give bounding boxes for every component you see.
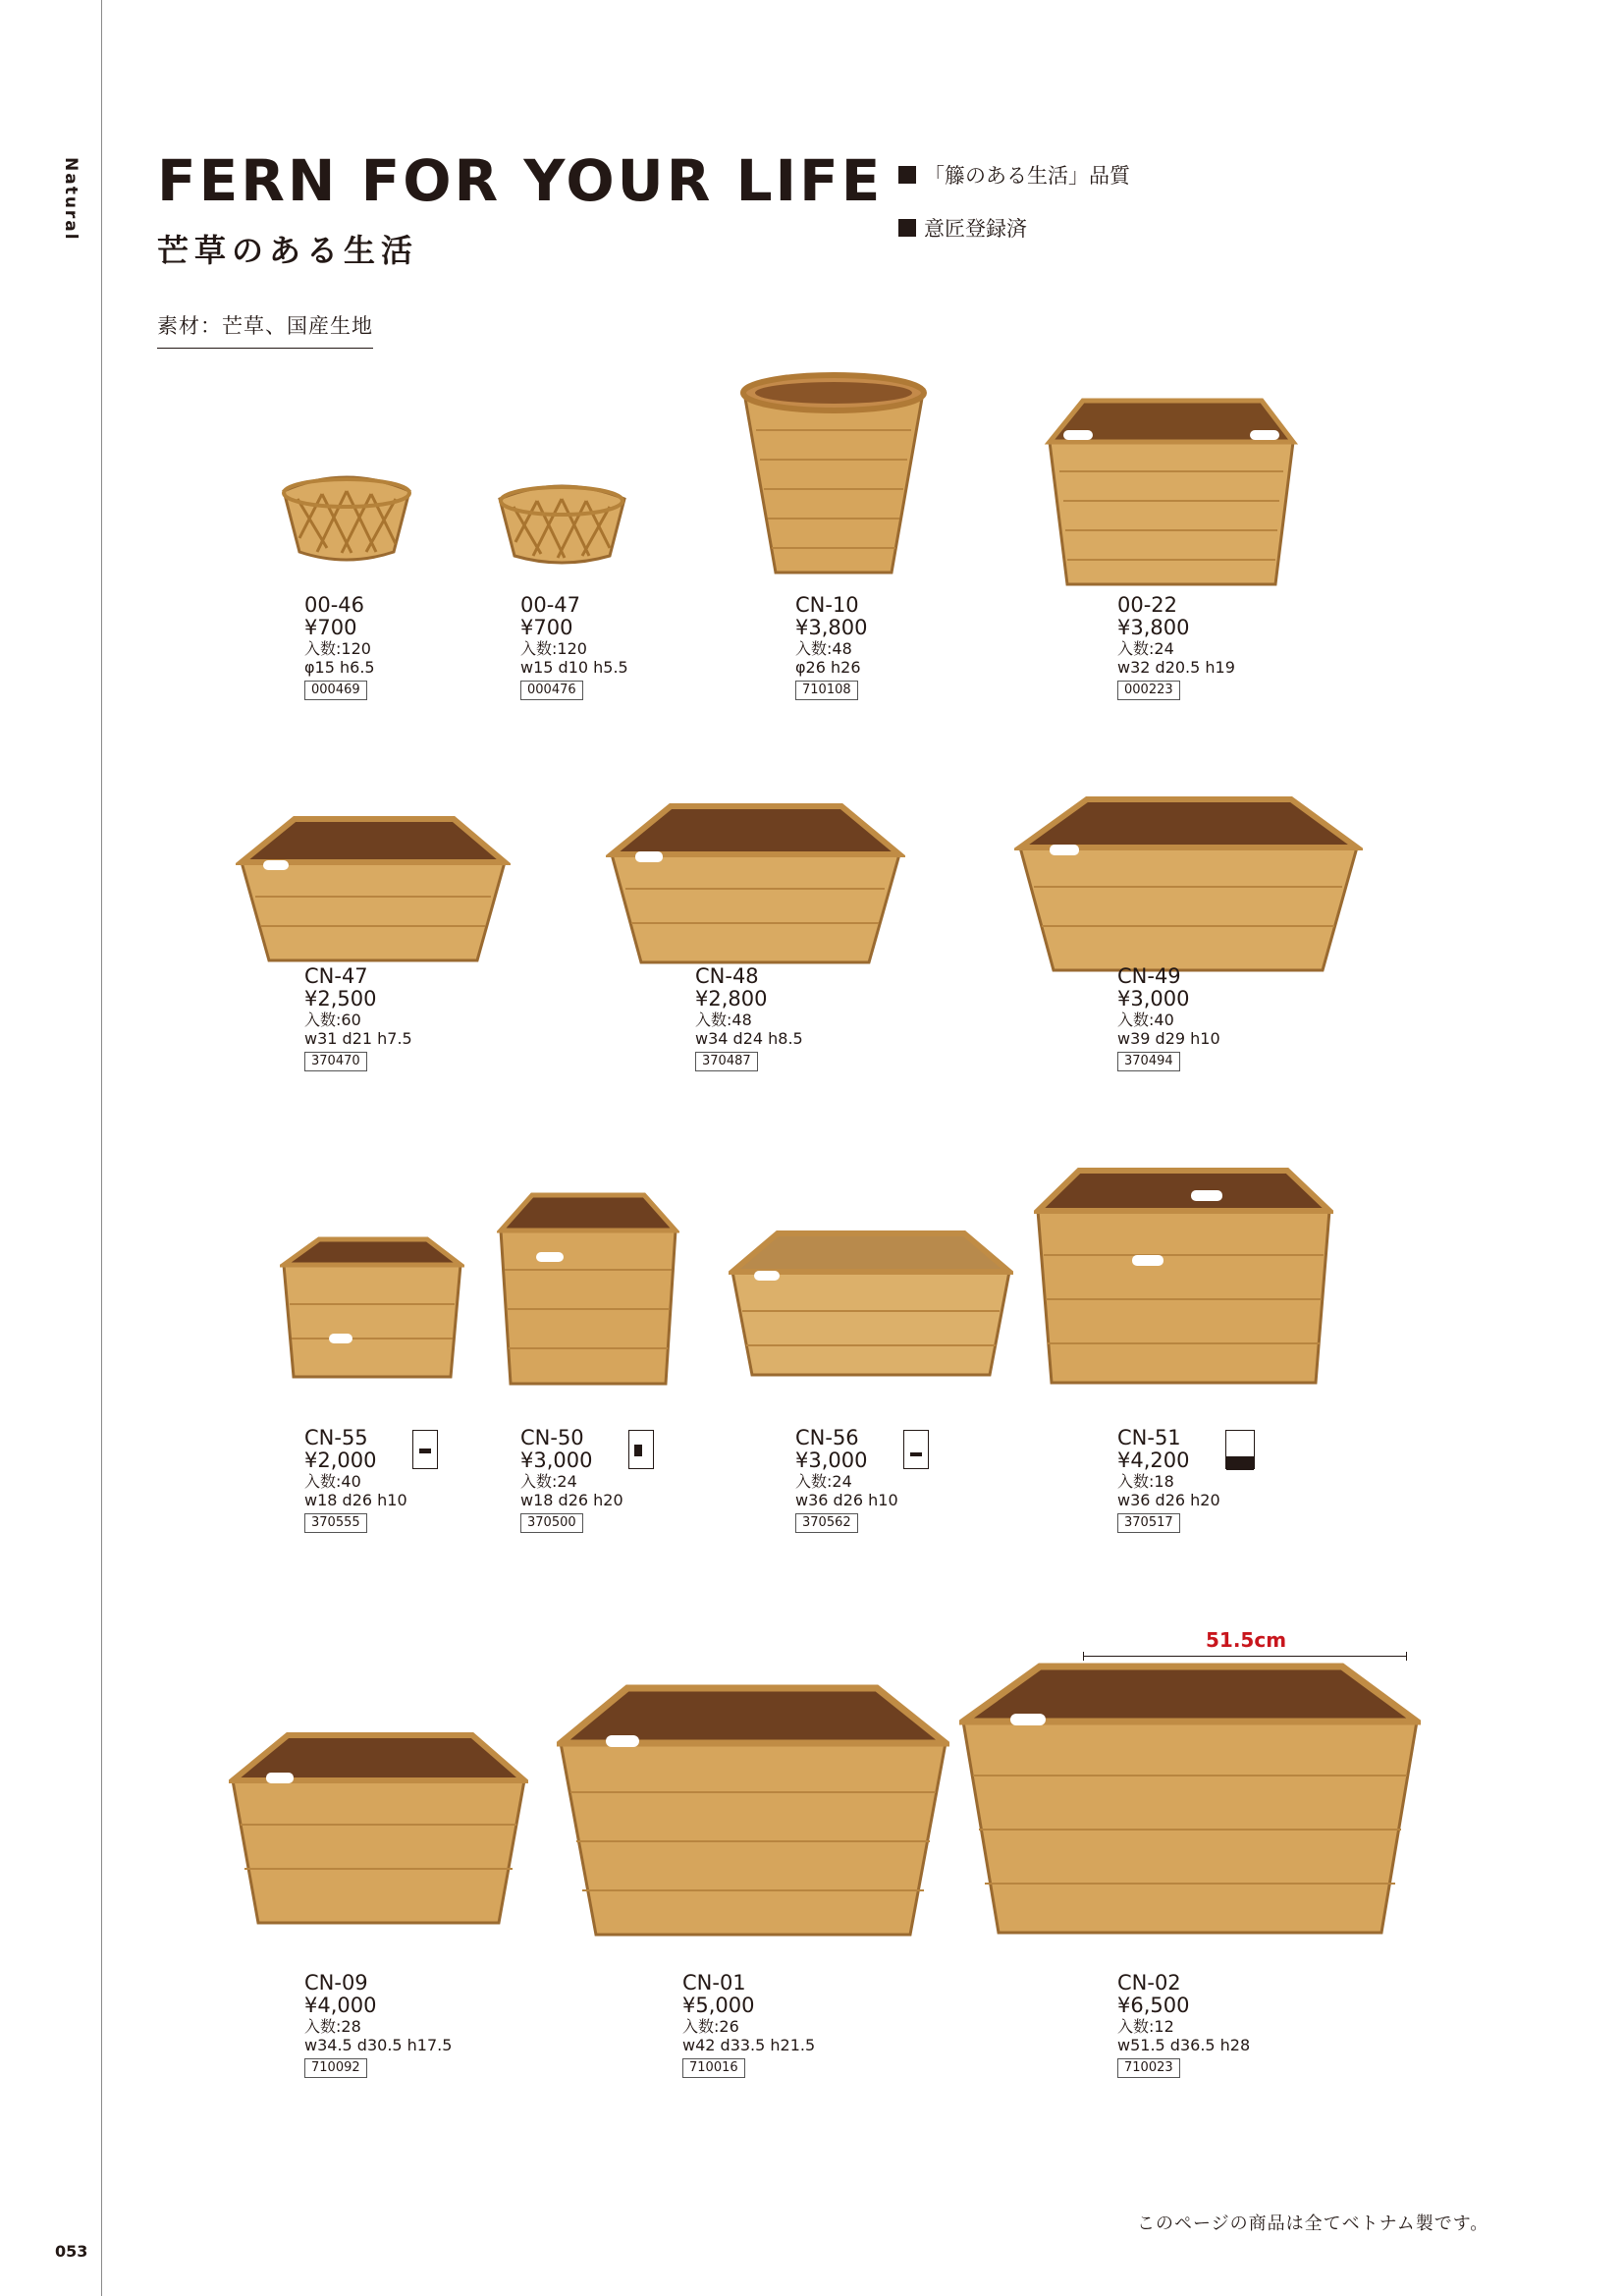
product-jan: 000469 — [304, 681, 367, 700]
basket-image-CN-55 — [280, 1235, 464, 1381]
product-code: CN-48 — [695, 964, 759, 988]
product-size: w39 d29 h10 — [1117, 1029, 1220, 1048]
product-jan: 370487 — [695, 1052, 758, 1071]
product-qty: 入数:24 — [795, 1472, 852, 1491]
product-jan: 370500 — [520, 1513, 583, 1533]
product-jan: 370470 — [304, 1052, 367, 1071]
basket-image-CN-02 — [959, 1663, 1421, 1938]
product-size: w34.5 d30.5 h17.5 — [304, 2036, 453, 2054]
stacking-icon — [903, 1430, 929, 1469]
product-jan: 370494 — [1117, 1052, 1180, 1071]
product-jan: 710108 — [795, 681, 858, 700]
basket-image-00-22 — [1044, 393, 1299, 589]
product-size: w15 d10 h5.5 — [520, 658, 628, 677]
product-code: CN-51 — [1117, 1426, 1181, 1449]
product-price: ¥6,500 — [1117, 1994, 1190, 2017]
material-label: 素材：芒草、国産生地 — [157, 310, 373, 349]
product-qty: 入数:12 — [1117, 2017, 1174, 2036]
basket-image-CN-48 — [606, 800, 905, 967]
product-code: CN-50 — [520, 1426, 584, 1449]
square-bullet-icon — [898, 219, 916, 237]
product-code: CN-10 — [795, 593, 859, 617]
product-info — [695, 965, 950, 1071]
product-jan: 710016 — [682, 2058, 745, 2078]
product-size: w31 d21 h7.5 — [304, 1029, 412, 1048]
basket-image-CN-47 — [236, 813, 511, 965]
basket-image-00-47 — [496, 477, 628, 566]
product-size: w18 d26 h20 — [520, 1491, 623, 1509]
stacking-icon — [628, 1430, 654, 1469]
product-price: ¥3,800 — [1117, 616, 1190, 639]
product-price: ¥4,200 — [1117, 1449, 1190, 1472]
product-code: CN-47 — [304, 964, 368, 988]
product-size: w34 d24 h8.5 — [695, 1029, 803, 1048]
product-code: CN-49 — [1117, 964, 1181, 988]
product-info — [1117, 1972, 1373, 2078]
product-jan: 370555 — [304, 1513, 367, 1533]
product-size: w32 d20.5 h19 — [1117, 658, 1235, 677]
product-price: ¥3,000 — [795, 1449, 868, 1472]
footer-note: このページの商品は全てベトナム製です。 — [1137, 2214, 1489, 2234]
product-code: 00-46 — [304, 593, 365, 617]
product-code: CN-01 — [682, 1971, 746, 1995]
product-size: w36 d26 h20 — [1117, 1491, 1220, 1509]
product-price: ¥4,000 — [304, 1994, 377, 2017]
product-info — [304, 1972, 560, 2078]
product-jan: 370517 — [1117, 1513, 1180, 1533]
product-size: w36 d26 h10 — [795, 1491, 898, 1509]
product-size: φ15 h6.5 — [304, 658, 375, 677]
product-price: ¥3,000 — [520, 1449, 593, 1472]
product-jan: 000476 — [520, 681, 583, 700]
product-jan: 710092 — [304, 2058, 367, 2078]
product-price: ¥2,500 — [304, 987, 377, 1011]
product-price: ¥2,800 — [695, 987, 768, 1011]
product-qty: 入数:120 — [520, 639, 587, 658]
product-size: φ26 h26 — [795, 658, 861, 677]
feature-item — [898, 213, 1130, 243]
product-info — [1117, 965, 1373, 1071]
basket-image-00-46 — [278, 469, 415, 563]
product-qty: 入数:18 — [1117, 1472, 1174, 1491]
product-info — [795, 594, 1051, 700]
product-info — [1117, 594, 1373, 700]
square-bullet-icon — [898, 166, 916, 184]
product-size: w51.5 d36.5 h28 — [1117, 2036, 1251, 2054]
page-number: 053 — [55, 2242, 88, 2261]
product-qty: 入数:24 — [1117, 639, 1174, 658]
page-subtitle: 芒草のある生活 — [157, 232, 419, 269]
product-size: w42 d33.5 h21.5 — [682, 2036, 816, 2054]
feature-list — [898, 160, 1130, 266]
product-size: w18 d26 h10 — [304, 1491, 407, 1509]
product-qty: 入数:40 — [1117, 1011, 1174, 1029]
product-qty: 入数:48 — [695, 1011, 752, 1029]
stacking-icon-fill — [419, 1449, 431, 1453]
stacking-icon-fill — [910, 1452, 922, 1456]
product-qty: 入数:120 — [304, 639, 371, 658]
product-code: CN-56 — [795, 1426, 859, 1449]
dimension-label: 51.5cm — [1206, 1628, 1287, 1652]
product-info — [682, 1972, 938, 2078]
product-qty: 入数:48 — [795, 639, 852, 658]
product-price: ¥3,800 — [795, 616, 868, 639]
product-code: 00-47 — [520, 593, 581, 617]
product-info — [304, 965, 560, 1071]
product-code: CN-55 — [304, 1426, 368, 1449]
product-qty: 入数:26 — [682, 2017, 739, 2036]
product-jan: 370562 — [795, 1513, 858, 1533]
product-info — [520, 594, 776, 700]
product-jan: 710023 — [1117, 2058, 1180, 2078]
stacking-icon-fill — [1226, 1456, 1254, 1470]
product-price: ¥5,000 — [682, 1994, 755, 2017]
dimension-line — [1083, 1656, 1407, 1657]
product-code: 00-22 — [1117, 593, 1178, 617]
product-qty: 入数:24 — [520, 1472, 577, 1491]
feature-text: 「籐のある生活」品質 — [924, 164, 1130, 188]
feature-text: 意匠登録済 — [924, 217, 1027, 241]
side-rule — [101, 0, 102, 2296]
stacking-icon — [412, 1430, 438, 1469]
side-section-label: Natural — [61, 157, 81, 242]
basket-image-CN-51 — [1034, 1167, 1333, 1388]
product-price: ¥700 — [304, 616, 357, 639]
basket-image-CN-09 — [229, 1731, 528, 1928]
basket-image-CN-01 — [557, 1684, 949, 1940]
product-qty: 入数:28 — [304, 2017, 361, 2036]
product-qty: 入数:40 — [304, 1472, 361, 1491]
product-code: CN-09 — [304, 1971, 368, 1995]
basket-image-CN-50 — [497, 1191, 679, 1388]
basket-image-CN-49 — [1014, 793, 1363, 975]
product-price: ¥3,000 — [1117, 987, 1190, 1011]
page-title: FERN FOR YOUR LIFE — [157, 147, 884, 214]
basket-image-CN-10 — [736, 371, 931, 579]
feature-item — [898, 160, 1130, 190]
stacking-icon-fill — [634, 1445, 642, 1456]
product-qty: 入数:60 — [304, 1011, 361, 1029]
stacking-icon — [1225, 1430, 1255, 1469]
basket-image-CN-56 — [729, 1228, 1013, 1380]
product-code: CN-02 — [1117, 1971, 1181, 1995]
product-price: ¥2,000 — [304, 1449, 377, 1472]
product-jan: 000223 — [1117, 681, 1180, 700]
product-price: ¥700 — [520, 616, 573, 639]
